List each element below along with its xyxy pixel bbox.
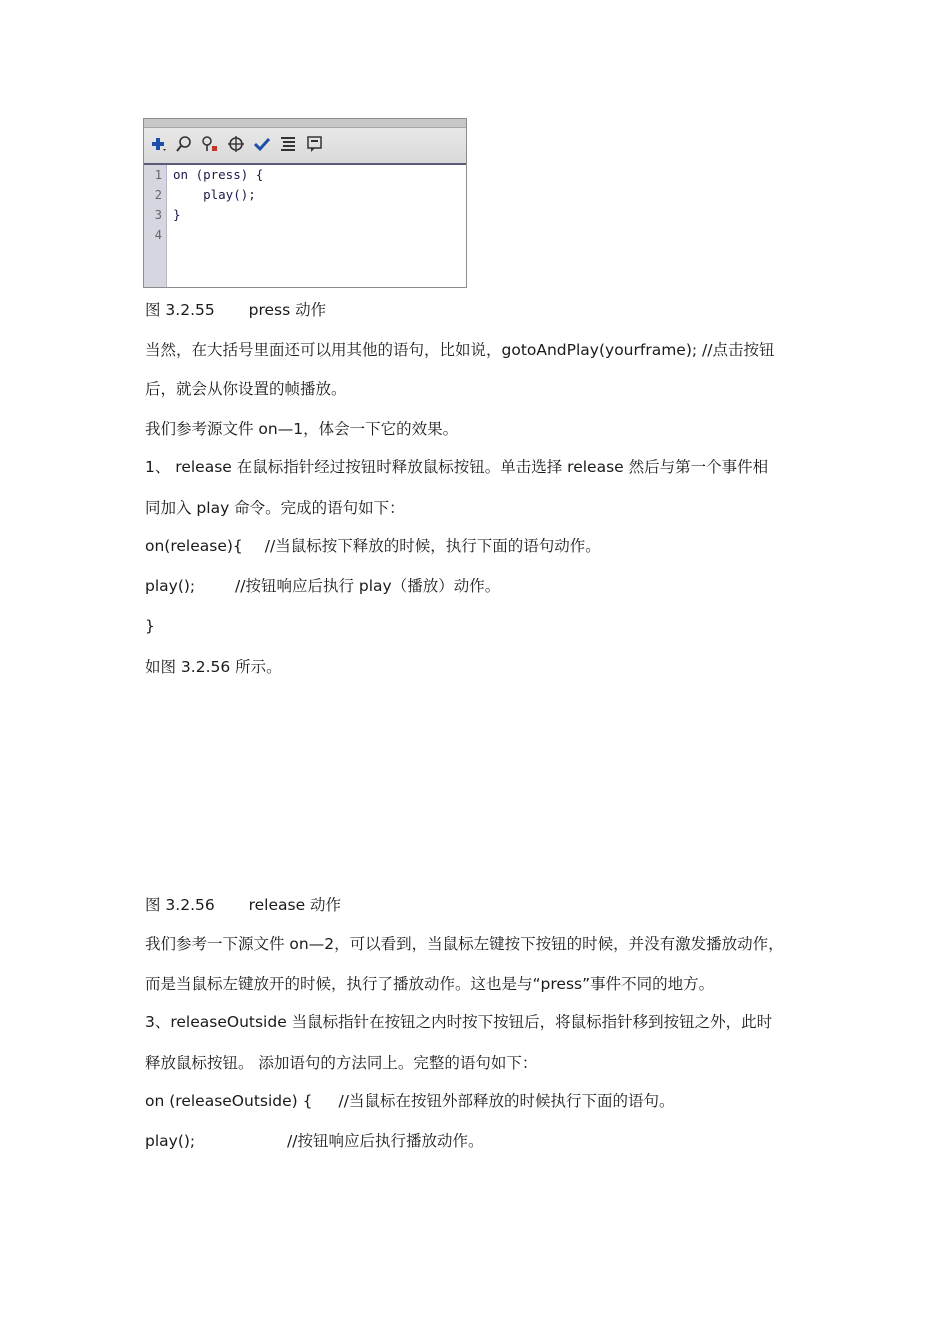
figure-caption-3-2-55 [145, 300, 326, 320]
code-example-line [145, 576, 500, 596]
caption-text: release 动作 [248, 896, 342, 914]
caption-label: 图 3.2.55 [145, 301, 215, 319]
target-path-icon[interactable] [227, 135, 245, 153]
add-statement-icon[interactable] [150, 135, 168, 153]
figure-caption-3-2-56 [145, 895, 341, 915]
check-syntax-icon[interactable] [253, 135, 271, 153]
editor-toolbar [144, 119, 466, 165]
caption-label: 图 3.2.56 [145, 896, 215, 914]
code-line[interactable]: } [173, 207, 181, 222]
auto-format-icon[interactable] [279, 135, 297, 153]
caption-text: press 动作 [248, 301, 327, 319]
line-number: 4 [154, 228, 162, 242]
paragraph-line: 释放鼠标按钮。 添加语句的方法同上。完整的语句如下： [145, 1054, 538, 1072]
paragraph-line: 1、 release 在鼠标指针经过按钮时释放鼠标按钮。单击选择 release 然后与第一个事件相 [145, 458, 769, 476]
code-text: play(); [145, 577, 196, 595]
code-hint-icon[interactable] [305, 135, 323, 153]
paragraph-line: 如图 3.2.56 所示。 [145, 658, 282, 676]
code-line[interactable]: on (press) { [173, 167, 264, 182]
code-comment: //按钮响应后执行播放动作。 [287, 1132, 484, 1150]
replace-icon[interactable] [201, 135, 219, 153]
code-text: on(release){ [145, 537, 243, 555]
toolbar-title-strip [144, 119, 466, 128]
line-number: 1 [154, 168, 162, 182]
paragraph-line: 而是当鼠标左键放开的时候，执行了播放动作。这也是与“press”事件不同的地方。 [145, 975, 715, 993]
code-example-line: } [145, 617, 155, 635]
code-text: on (releaseOutside) { [145, 1092, 313, 1110]
paragraph-line: 我们参考一下源文件 on—2，可以看到，当鼠标左键按下按钮的时候，并没有激发播放动作， [145, 935, 784, 953]
code-comment: //按钮响应后执行 play（播放）动作。 [235, 577, 501, 595]
code-example-line [145, 536, 601, 556]
line-number: 2 [154, 188, 162, 202]
paragraph-line: 3、releaseOutside 当鼠标指针在按钮之内时按下按钮后，将鼠标指针移到按钮之外，此时 [145, 1013, 773, 1031]
code-line[interactable]: play(); [173, 187, 256, 202]
paragraph-line: 同加入 play 命令。完成的语句如下： [145, 499, 405, 517]
code-example-line [145, 1091, 674, 1111]
code-example-line [145, 1131, 483, 1151]
paragraph-line: 当然，在大括号里面还可以用其他的语句，比如说，gotoAndPlay(yourframe); //点击按钮 [145, 341, 775, 359]
code-text: play(); [145, 1132, 196, 1150]
paragraph-line: 后，就会从你设置的帧播放。 [145, 380, 347, 398]
script-editor-figure [143, 118, 467, 288]
code-comment: //当鼠标按下释放的时候，执行下面的语句动作。 [264, 537, 601, 555]
paragraph-line: 我们参考源文件 on—1，体会一下它的效果。 [145, 420, 459, 438]
find-icon[interactable] [175, 135, 193, 153]
line-number-gutter [144, 165, 167, 287]
code-comment: //当鼠标在按钮外部释放的时候执行下面的语句。 [338, 1092, 675, 1110]
line-number: 3 [154, 208, 162, 222]
